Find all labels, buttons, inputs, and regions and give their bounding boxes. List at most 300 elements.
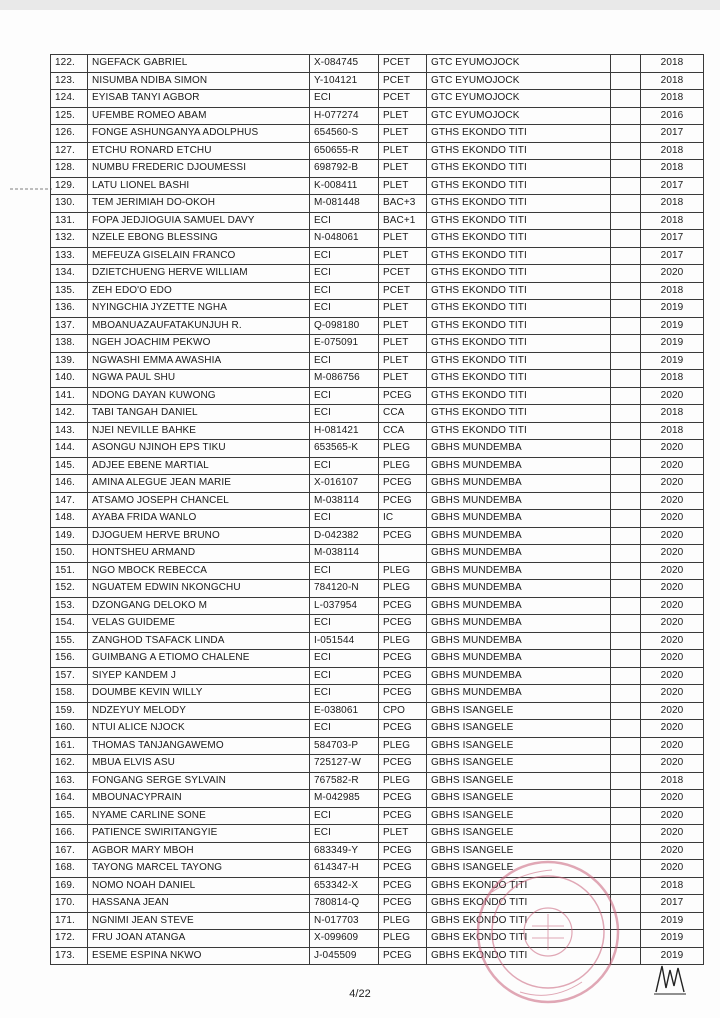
staff-id: 698792-B	[310, 160, 379, 178]
staff-grade: PLEG	[379, 930, 427, 948]
school-name: GBHS MUNDEMBA	[427, 545, 611, 563]
school-name: GBHS EKONDO TITI	[427, 877, 611, 895]
row-number: 163.	[51, 772, 88, 790]
row-number: 155.	[51, 632, 88, 650]
school-name: GBHS ISANGELE	[427, 790, 611, 808]
row-number: 147.	[51, 492, 88, 510]
staff-roster-table	[50, 54, 704, 965]
staff-id: X-099609	[310, 930, 379, 948]
staff-grade: CPO	[379, 702, 427, 720]
year-value: 2018	[641, 282, 704, 300]
year-value: 2020	[641, 737, 704, 755]
row-number: 173.	[51, 947, 88, 965]
table-row	[51, 195, 704, 213]
staff-id: H-077274	[310, 107, 379, 125]
blank-cell	[611, 510, 641, 528]
row-number: 134.	[51, 265, 88, 283]
staff-id: N-048061	[310, 230, 379, 248]
staff-grade: PLET	[379, 230, 427, 248]
year-value: 2020	[641, 527, 704, 545]
table-row	[51, 247, 704, 265]
blank-cell	[611, 650, 641, 668]
staff-grade: PLEG	[379, 562, 427, 580]
table-row	[51, 597, 704, 615]
year-value: 2019	[641, 947, 704, 965]
staff-id: 650655-R	[310, 142, 379, 160]
staff-name: HASSANA JEAN	[88, 895, 310, 913]
staff-grade: PCEG	[379, 947, 427, 965]
staff-name: DZIETCHUENG HERVE WILLIAM	[88, 265, 310, 283]
row-number: 143.	[51, 422, 88, 440]
row-number: 131.	[51, 212, 88, 230]
blank-cell	[611, 562, 641, 580]
year-value: 2020	[641, 650, 704, 668]
year-value: 2020	[641, 842, 704, 860]
staff-name: FONGANG SERGE SYLVAIN	[88, 772, 310, 790]
table-row	[51, 650, 704, 668]
staff-id: ECI	[310, 825, 379, 843]
blank-cell	[611, 440, 641, 458]
table-row	[51, 510, 704, 528]
school-name: GTHS EKONDO TITI	[427, 247, 611, 265]
table-row	[51, 615, 704, 633]
school-name: GTHS EKONDO TITI	[427, 177, 611, 195]
table-row	[51, 125, 704, 143]
staff-grade: PLEG	[379, 737, 427, 755]
year-value: 2020	[641, 825, 704, 843]
staff-id: Y-104121	[310, 72, 379, 90]
window-top-bar	[0, 0, 720, 10]
row-number: 133.	[51, 247, 88, 265]
staff-id: M-086756	[310, 370, 379, 388]
blank-cell	[611, 90, 641, 108]
school-name: GBHS MUNDEMBA	[427, 527, 611, 545]
year-value: 2019	[641, 352, 704, 370]
blank-cell	[611, 212, 641, 230]
staff-id: 784120-N	[310, 580, 379, 598]
staff-id: X-084745	[310, 55, 379, 73]
staff-name: NOMO NOAH DANIEL	[88, 877, 310, 895]
blank-cell	[611, 632, 641, 650]
table-row	[51, 422, 704, 440]
staff-grade: PCET	[379, 90, 427, 108]
year-value: 2020	[641, 510, 704, 528]
blank-cell	[611, 247, 641, 265]
row-number: 127.	[51, 142, 88, 160]
staff-name: FONGE ASHUNGANYA ADOLPHUS	[88, 125, 310, 143]
staff-id: 614347-H	[310, 860, 379, 878]
staff-id: M-038114	[310, 492, 379, 510]
staff-id: K-008411	[310, 177, 379, 195]
blank-cell	[611, 702, 641, 720]
school-name: GBHS ISANGELE	[427, 772, 611, 790]
staff-id: ECI	[310, 807, 379, 825]
staff-id: X-016107	[310, 475, 379, 493]
table-row	[51, 335, 704, 353]
staff-id: I-051544	[310, 632, 379, 650]
blank-cell	[611, 807, 641, 825]
table-row	[51, 755, 704, 773]
school-name: GBHS ISANGELE	[427, 702, 611, 720]
row-number: 144.	[51, 440, 88, 458]
row-number: 166.	[51, 825, 88, 843]
row-number: 159.	[51, 702, 88, 720]
staff-grade: PLET	[379, 352, 427, 370]
school-name: GTHS EKONDO TITI	[427, 282, 611, 300]
staff-id: ECI	[310, 667, 379, 685]
staff-grade: PCEG	[379, 667, 427, 685]
blank-cell	[611, 387, 641, 405]
staff-id: ECI	[310, 510, 379, 528]
staff-grade: PLEG	[379, 580, 427, 598]
year-value: 2018	[641, 212, 704, 230]
blank-cell	[611, 177, 641, 195]
staff-id: L-037954	[310, 597, 379, 615]
staff-grade: PCEG	[379, 650, 427, 668]
blank-cell	[611, 230, 641, 248]
staff-id: 654560-S	[310, 125, 379, 143]
blank-cell	[611, 422, 641, 440]
year-value: 2020	[641, 457, 704, 475]
school-name: GTHS EKONDO TITI	[427, 212, 611, 230]
table-row	[51, 475, 704, 493]
row-number: 141.	[51, 387, 88, 405]
school-name: GBHS MUNDEMBA	[427, 475, 611, 493]
staff-grade: PLET	[379, 825, 427, 843]
blank-cell	[611, 737, 641, 755]
row-number: 160.	[51, 720, 88, 738]
blank-cell	[611, 580, 641, 598]
staff-grade: CCA	[379, 405, 427, 423]
staff-name: MBOANUAZAUFATAKUNJUH R.	[88, 317, 310, 335]
year-value: 2017	[641, 177, 704, 195]
staff-grade: PLET	[379, 142, 427, 160]
staff-grade: PLEG	[379, 912, 427, 930]
staff-name: PATIENCE SWIRITANGYIE	[88, 825, 310, 843]
staff-id: ECI	[310, 720, 379, 738]
staff-name: NTUI ALICE NJOCK	[88, 720, 310, 738]
staff-grade: PCET	[379, 265, 427, 283]
row-number: 151.	[51, 562, 88, 580]
staff-name: NYINGCHIA JYZETTE NGHA	[88, 300, 310, 318]
row-number: 162.	[51, 755, 88, 773]
staff-grade: PCEG	[379, 387, 427, 405]
row-number: 171.	[51, 912, 88, 930]
year-value: 2020	[641, 685, 704, 703]
staff-name: NGO MBOCK REBECCA	[88, 562, 310, 580]
table-row	[51, 177, 704, 195]
year-value: 2020	[641, 562, 704, 580]
staff-id: N-017703	[310, 912, 379, 930]
year-value: 2019	[641, 912, 704, 930]
blank-cell	[611, 492, 641, 510]
table-row	[51, 580, 704, 598]
page-number: 4/22	[349, 988, 371, 1000]
school-name: GTHS EKONDO TITI	[427, 195, 611, 213]
blank-cell	[611, 265, 641, 283]
blank-cell	[611, 352, 641, 370]
staff-name: NZELE EBONG BLESSING	[88, 230, 310, 248]
staff-id: ECI	[310, 615, 379, 633]
staff-name: MEFEUZA GISELAIN FRANCO	[88, 247, 310, 265]
school-name: GBHS EKONDO TITI	[427, 895, 611, 913]
school-name: GBHS MUNDEMBA	[427, 580, 611, 598]
table-row	[51, 807, 704, 825]
staff-id: ECI	[310, 562, 379, 580]
blank-cell	[611, 825, 641, 843]
staff-grade: BAC+1	[379, 212, 427, 230]
year-value: 2020	[641, 632, 704, 650]
year-value: 2016	[641, 107, 704, 125]
year-value: 2020	[641, 720, 704, 738]
school-name: GTHS EKONDO TITI	[427, 142, 611, 160]
staff-name: EYISAB TANYI AGBOR	[88, 90, 310, 108]
row-number: 165.	[51, 807, 88, 825]
table-row	[51, 825, 704, 843]
school-name: GBHS MUNDEMBA	[427, 597, 611, 615]
blank-cell	[611, 597, 641, 615]
table-row	[51, 352, 704, 370]
blank-cell	[611, 55, 641, 73]
school-name: GTC EYUMOJOCK	[427, 55, 611, 73]
row-number: 169.	[51, 877, 88, 895]
staff-grade: PCEG	[379, 720, 427, 738]
roster-body	[51, 55, 704, 965]
staff-name: NGUATEM EDWIN NKONGCHU	[88, 580, 310, 598]
staff-name: FOPA JEDJIOGUIA SAMUEL DAVY	[88, 212, 310, 230]
staff-id: 683349-Y	[310, 842, 379, 860]
staff-grade: PLET	[379, 107, 427, 125]
table-row	[51, 160, 704, 178]
staff-name: NGEFACK GABRIEL	[88, 55, 310, 73]
staff-name: ADJEE EBENE MARTIAL	[88, 457, 310, 475]
row-number: 129.	[51, 177, 88, 195]
staff-grade: PCEG	[379, 527, 427, 545]
school-name: GBHS ISANGELE	[427, 755, 611, 773]
blank-cell	[611, 195, 641, 213]
school-name: GBHS ISANGELE	[427, 825, 611, 843]
staff-id: 584703-P	[310, 737, 379, 755]
blank-cell	[611, 335, 641, 353]
row-number: 132.	[51, 230, 88, 248]
year-value: 2020	[641, 265, 704, 283]
staff-name: NGWA PAUL SHU	[88, 370, 310, 388]
school-name: GBHS MUNDEMBA	[427, 632, 611, 650]
year-value: 2017	[641, 230, 704, 248]
staff-id: ECI	[310, 457, 379, 475]
staff-name: TEM JERIMIAH DO-OKOH	[88, 195, 310, 213]
blank-cell	[611, 790, 641, 808]
staff-name: ASONGU NJINOH EPS TIKU	[88, 440, 310, 458]
staff-name: NUMBU FREDERIC DJOUMESSI	[88, 160, 310, 178]
staff-name: VELAS GUIDEME	[88, 615, 310, 633]
staff-id: J-045509	[310, 947, 379, 965]
staff-grade: PLEG	[379, 632, 427, 650]
row-number: 123.	[51, 72, 88, 90]
year-value: 2020	[641, 492, 704, 510]
row-number: 122.	[51, 55, 88, 73]
blank-cell	[611, 72, 641, 90]
row-number: 138.	[51, 335, 88, 353]
blank-cell	[611, 527, 641, 545]
row-number: 167.	[51, 842, 88, 860]
year-value: 2020	[641, 545, 704, 563]
staff-name: ATSAMO JOSEPH CHANCEL	[88, 492, 310, 510]
year-value: 2017	[641, 895, 704, 913]
row-number: 172.	[51, 930, 88, 948]
year-value: 2020	[641, 702, 704, 720]
year-value: 2020	[641, 615, 704, 633]
blank-cell	[611, 685, 641, 703]
staff-name: ETCHU RONARD ETCHU	[88, 142, 310, 160]
table-row	[51, 282, 704, 300]
staff-name: TAYONG MARCEL TAYONG	[88, 860, 310, 878]
row-number: 149.	[51, 527, 88, 545]
school-name: GTHS EKONDO TITI	[427, 160, 611, 178]
staff-id: ECI	[310, 212, 379, 230]
staff-grade: PLET	[379, 335, 427, 353]
year-value: 2019	[641, 930, 704, 948]
school-name: GTHS EKONDO TITI	[427, 352, 611, 370]
table-row	[51, 405, 704, 423]
year-value: 2018	[641, 772, 704, 790]
staff-name: DOUMBE KEVIN WILLY	[88, 685, 310, 703]
table-row	[51, 55, 704, 73]
year-value: 2018	[641, 405, 704, 423]
staff-name: THOMAS TANJANGAWEMO	[88, 737, 310, 755]
school-name: GBHS MUNDEMBA	[427, 562, 611, 580]
staff-name: NDONG DAYAN KUWONG	[88, 387, 310, 405]
year-value: 2018	[641, 877, 704, 895]
staff-grade: PLEG	[379, 772, 427, 790]
table-row	[51, 142, 704, 160]
blank-cell	[611, 160, 641, 178]
staff-name: NJEI NEVILLE BAHKE	[88, 422, 310, 440]
blank-cell	[611, 300, 641, 318]
school-name: GTHS EKONDO TITI	[427, 335, 611, 353]
staff-name: DZONGANG DELOKO M	[88, 597, 310, 615]
staff-id: Q-098180	[310, 317, 379, 335]
school-name: GTHS EKONDO TITI	[427, 387, 611, 405]
table-row	[51, 90, 704, 108]
table-row	[51, 440, 704, 458]
staff-grade: PLET	[379, 370, 427, 388]
staff-name: ZEH EDO'O EDO	[88, 282, 310, 300]
staff-id: E-038061	[310, 702, 379, 720]
table-row	[51, 457, 704, 475]
staff-grade: PCEG	[379, 615, 427, 633]
table-row	[51, 737, 704, 755]
table-row	[51, 300, 704, 318]
row-number: 152.	[51, 580, 88, 598]
staff-name: DJOGUEM HERVE BRUNO	[88, 527, 310, 545]
blank-cell	[611, 317, 641, 335]
row-number: 170.	[51, 895, 88, 913]
blank-cell	[611, 405, 641, 423]
year-value: 2020	[641, 597, 704, 615]
school-name: GTHS EKONDO TITI	[427, 370, 611, 388]
year-value: 2020	[641, 755, 704, 773]
staff-grade: PCET	[379, 55, 427, 73]
school-name: GBHS MUNDEMBA	[427, 492, 611, 510]
school-name: GBHS EKONDO TITI	[427, 912, 611, 930]
table-row	[51, 265, 704, 283]
row-number: 168.	[51, 860, 88, 878]
table-row	[51, 212, 704, 230]
staff-grade: PCEG	[379, 860, 427, 878]
row-number: 125.	[51, 107, 88, 125]
staff-grade: PLET	[379, 317, 427, 335]
staff-id: ECI	[310, 685, 379, 703]
year-value: 2020	[641, 475, 704, 493]
school-name: GBHS ISANGELE	[427, 807, 611, 825]
staff-name: NDZEYUY MELODY	[88, 702, 310, 720]
blank-cell	[611, 475, 641, 493]
row-number: 140.	[51, 370, 88, 388]
row-number: 128.	[51, 160, 88, 178]
school-name: GBHS MUNDEMBA	[427, 457, 611, 475]
staff-grade: PCEG	[379, 685, 427, 703]
school-name: GBHS ISANGELE	[427, 720, 611, 738]
table-row	[51, 107, 704, 125]
staff-grade: PCEG	[379, 492, 427, 510]
staff-grade: PCEG	[379, 807, 427, 825]
row-number: 150.	[51, 545, 88, 563]
blank-cell	[611, 125, 641, 143]
table-row	[51, 387, 704, 405]
staff-id: H-081421	[310, 422, 379, 440]
table-row	[51, 702, 704, 720]
year-value: 2017	[641, 125, 704, 143]
blank-cell	[611, 142, 641, 160]
table-row	[51, 230, 704, 248]
year-value: 2018	[641, 195, 704, 213]
year-value: 2018	[641, 160, 704, 178]
staff-grade: PCEG	[379, 877, 427, 895]
staff-grade: PLET	[379, 125, 427, 143]
staff-id: 780814-Q	[310, 895, 379, 913]
blank-cell	[611, 755, 641, 773]
staff-grade: PCEG	[379, 597, 427, 615]
margin-scribble	[8, 186, 56, 192]
school-name: GTHS EKONDO TITI	[427, 422, 611, 440]
year-value: 2018	[641, 55, 704, 73]
school-name: GBHS EKONDO TITI	[427, 930, 611, 948]
staff-grade	[379, 545, 427, 563]
staff-name: NGEH JOACHIM PEKWO	[88, 335, 310, 353]
school-name: GBHS EKONDO TITI	[427, 947, 611, 965]
table-row	[51, 545, 704, 563]
staff-name: UFEMBE ROMEO ABAM	[88, 107, 310, 125]
blank-cell	[611, 772, 641, 790]
staff-name: NYAME CARLINE SONE	[88, 807, 310, 825]
staff-id: 653565-K	[310, 440, 379, 458]
staff-grade: PCEG	[379, 475, 427, 493]
school-name: GBHS MUNDEMBA	[427, 440, 611, 458]
table-row	[51, 72, 704, 90]
year-value: 2020	[641, 667, 704, 685]
row-number: 126.	[51, 125, 88, 143]
year-value: 2017	[641, 247, 704, 265]
year-value: 2020	[641, 860, 704, 878]
row-number: 130.	[51, 195, 88, 213]
school-name: GTHS EKONDO TITI	[427, 405, 611, 423]
staff-id: 767582-R	[310, 772, 379, 790]
school-name: GBHS ISANGELE	[427, 737, 611, 755]
staff-name: GUIMBANG A ETIOMO CHALENE	[88, 650, 310, 668]
table-row	[51, 317, 704, 335]
table-row	[51, 632, 704, 650]
